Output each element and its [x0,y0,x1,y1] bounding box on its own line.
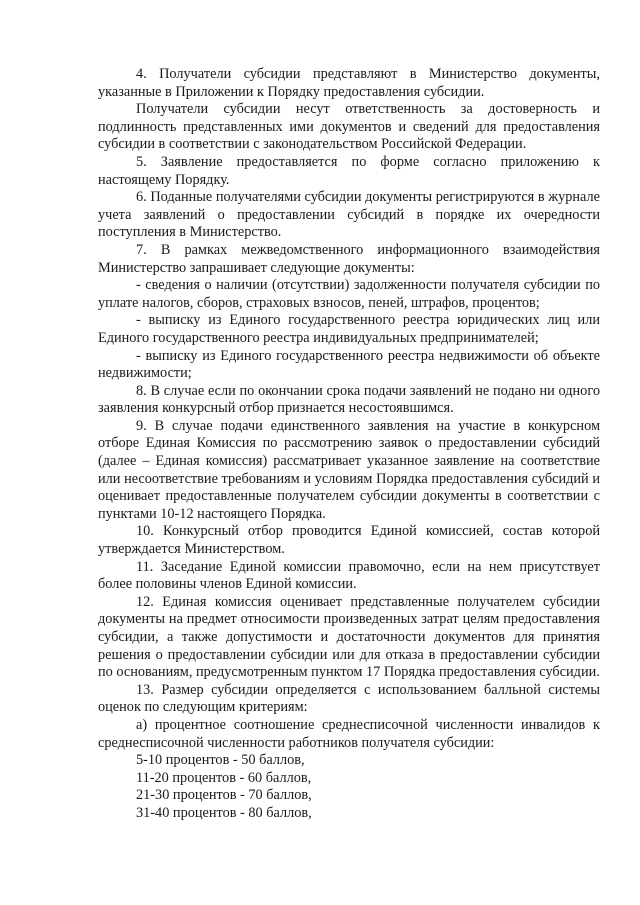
paragraph-4: 4. Получатели субсидии представляют в Министерство документы, указанные в Приложении к Порядку предоставления субсидии. [98,66,600,100]
paragraph-10: 10. Конкурсный отбор проводится Единой комиссией, состав которой утверждается Министерством. [98,523,600,558]
list-item-tax-debt: - сведения о наличии (отсутствии) задолженности получателя субсидии по уплате налогов, сборов, страховых взносов, пеней, штрафов, процентов; [98,277,600,311]
list-item-egrul-extract: - выписку из Единого государственного реестра юридических лиц или Единого государственного реестра индивидуальных предпринимателей; [98,312,600,346]
paragraph-13: 13. Размер субсидии определяется с использованием балльной системы оценок по следующим критериям: [98,681,600,716]
score-line: 21-30 процентов - 70 баллов, [136,787,312,804]
paragraph-12: 12. Единая комиссия оценивает представленные получателем субсидии документы на предмет относимости произведенных затрат целям предоставления субсидии, а также допустимости и достаточности документов для принятия решения о предоставлении субсидии или для отказа в предоставлении субсидии по основаниям, предусмотренным пунктом 17 Порядка предоставления субсидии. [98,593,600,681]
paragraph-5: 5. Заявление предоставляется по форме согласно приложению к настоящему Порядку. [98,153,600,188]
list-item-egrn-extract: - выписку из Единого государственного реестра недвижимости об объекте недвижимости; [98,347,600,382]
paragraph-11: 11. Заседание Единой комиссии правомочно, если на нем присутствует более половины членов Единой комиссии. [98,558,600,593]
score-line: 31-40 процентов - 80 баллов, [136,804,312,821]
paragraph-6: 6. Поданные получателями субсидии документы регистрируются в журнале учета заявлений о предоставлении субсидий в порядке их очередности поступления в Министерство. [98,189,600,241]
paragraph-9: 9. В случае подачи единственного заявления на участие в конкурсном отборе Единая Комиссия по рассмотрению заявок о предоставлении субсидий (далее – Единая комиссия) рассматривает указанное заявление на соответствие или несоответствие требованиям и условиям Порядка предоставления субсидий и оценивает предоставленные получателем субсидии документы в соответствии с пунктами 10-12 настоящего Порядка. [98,417,600,522]
paragraph-4-responsibility: Получатели субсидии несут ответственность за достоверность и подлинность представленных ими документов и сведений для предоставления субсидии в соответствии с законодательством Российской Федерации. [98,101,600,153]
criterion-a: а) процентное соотношение среднесписочной численности инвалидов к среднесписочной численности работников получателя субсидии: [98,716,600,751]
score-line: 11-20 процентов - 60 баллов, [136,769,312,786]
paragraph-7: 7. В рамках межведомственного информационного взаимодействия Министерство запрашивает следующие документы: [98,241,600,276]
paragraph-8: 8. В случае если по окончании срока подачи заявлений не подано ни одного заявления конкурсный отбор признается несостоявшимся. [98,382,600,417]
score-line: 5-10 процентов - 50 баллов, [136,752,305,769]
